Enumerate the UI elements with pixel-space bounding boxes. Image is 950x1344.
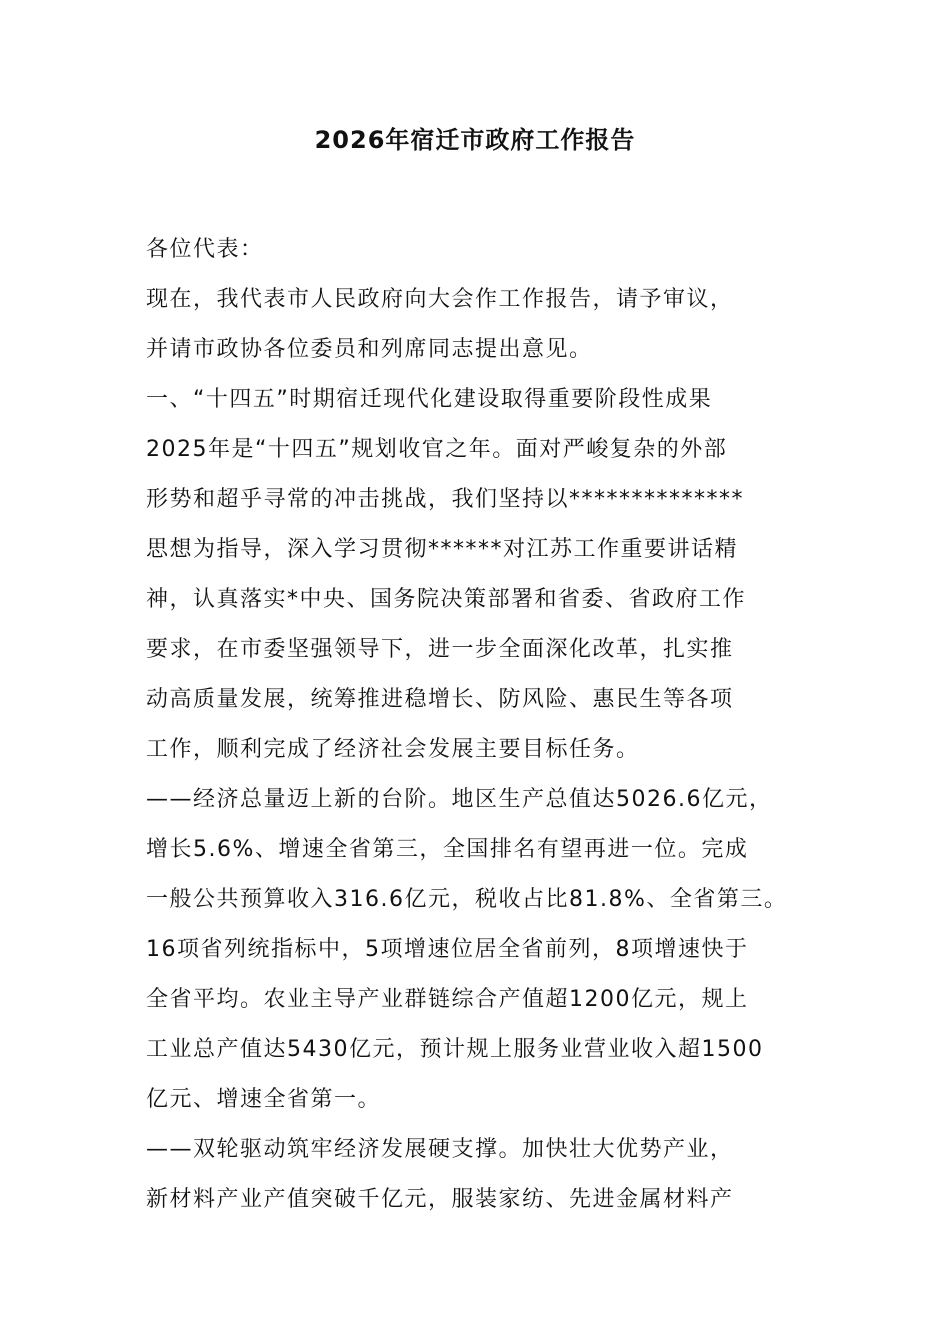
text-line: 一般公共预算收入316.6亿元，税收占比81.8%、全省第三。	[146, 887, 788, 912]
text-line: 形势和超乎寻常的冲击挑战，我们坚持以**************	[146, 487, 745, 512]
text-line: 现在，我代表市人民政府向大会作工作报告，请予审议，	[146, 287, 734, 312]
text-line: 16项省列统指标中，5项增速位居全省前列，8项增速快于	[146, 937, 749, 962]
document-body	[146, 225, 836, 1225]
text-line: 工作，顺利完成了经济社会发展主要目标任务。	[146, 737, 640, 762]
text-line: ——双轮驱动筑牢经济发展硬支撑。加快壮大优势产业，	[146, 1137, 734, 1162]
section-heading-1: 一、“十四五”时期宿迁现代化建设取得重要阶段性成果	[146, 387, 713, 412]
text-line: 亿元、增速全省第一。	[146, 1087, 382, 1112]
text-line: 全省平均。农业主导产业群链综合产值超1200亿元，规上	[146, 987, 749, 1012]
text-line: 工业总产值达5430亿元，预计规上服务业营业收入超1500	[146, 1037, 764, 1062]
text-line: 并请市政协各位委员和列席同志提出意见。	[146, 337, 593, 362]
text-line: 新材料产业产值突破千亿元，服装家纺、先进金属材料产	[146, 1187, 734, 1212]
document-title: 2026年宿迁市政府工作报告	[314, 126, 636, 154]
text-line: 要求，在市委坚强领导下，进一步全面深化改革，扎实推	[146, 637, 734, 662]
text-line: 增长5.6%、增速全省第三，全国排名有望再进一位。完成	[146, 837, 749, 862]
text-line: 动高质量发展，统筹推进稳增长、防风险、惠民生等各项	[146, 687, 734, 712]
text-line: 思想为指导，深入学习贯彻******对江苏工作重要讲话精	[146, 537, 739, 562]
text-line: 2025年是“十四五”规划收官之年。面对严峻复杂的外部	[146, 437, 728, 462]
text-line: 神，认真落实*中央、国务院决策部署和省委、省政府工作	[146, 587, 747, 612]
text-line: ——经济总量迈上新的台阶。地区生产总值达5026.6亿元，	[146, 787, 773, 812]
text-line-salutation: 各位代表：	[146, 237, 264, 262]
